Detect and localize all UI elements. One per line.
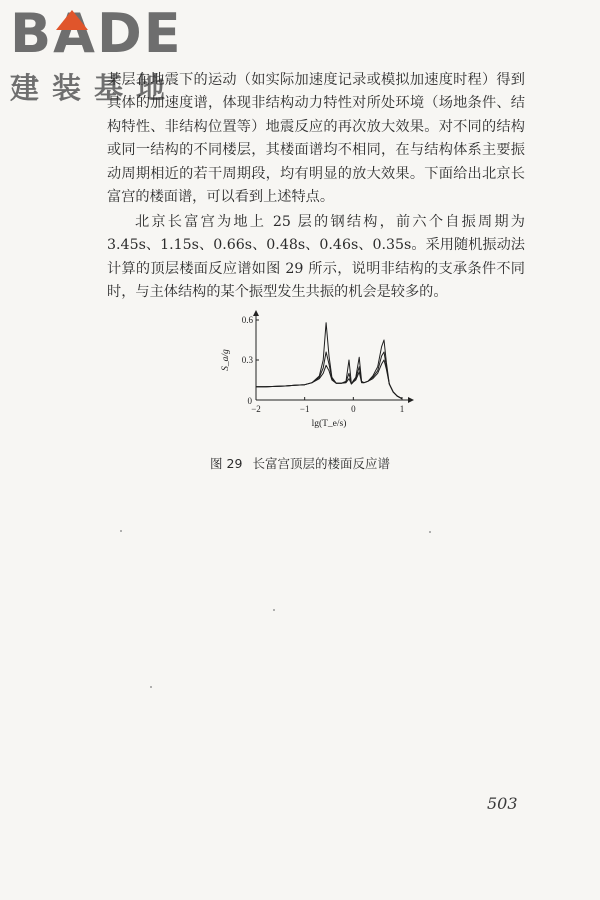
scan-speck — [429, 531, 431, 533]
y-tick-label: 0.6 — [241, 315, 253, 325]
scan-speck — [120, 530, 122, 532]
figure-title: 长富宫顶层的楼面反应谱 — [252, 456, 390, 471]
x-tick-label: −1 — [299, 404, 310, 414]
x-axis-arrow — [408, 397, 414, 403]
logo-subtitle: 建装基地 — [10, 71, 179, 105]
scan-speck — [273, 609, 275, 611]
y-axis-arrow — [253, 310, 259, 316]
x-tick-label: 0 — [351, 404, 356, 414]
floor-response-spectrum-chart — [212, 306, 422, 436]
x-axis-label: lg(T_e/s) — [311, 419, 347, 429]
figure-number: 图 29 — [210, 456, 243, 471]
y-axis-label: S_a/g — [221, 349, 231, 371]
scan-speck — [150, 686, 152, 688]
figure-caption — [0, 454, 600, 472]
logo-wordmark: BADE — [10, 2, 183, 65]
body-paragraph-1: 某层在地震下的运动（如实际加速度记录或模拟加速度时程）得到具体的加速度谱，体现非结构动力特性对所处环境（场地条件、结构特性、非结构位置等）地震反应的再次放大效果。对不同的结构或同一结构的不同楼层，其楼面谱均不相同，在与结构体系主要振动周期相近的若干周期段，均有明显的放大效果。下面给出北京长富宫的楼面谱，可以看到上述特点。 — [107, 72, 525, 206]
origin-label: 0 — [247, 396, 252, 406]
y-tick-label: 0.3 — [241, 355, 253, 365]
page-number: 503 — [487, 794, 518, 813]
body-paragraph-2: 北京长富宫为地上 25 层的钢结构，前六个自振周期为 3.45s、1.15s、0.66s、0.48s、0.46s、0.35s。采用随机振动法计算的顶层楼面反应谱如图 29 所示，说明非结构的支承条件不同时，与主体结构的某个振型发生共振的机会是较多的。 — [107, 214, 525, 301]
x-tick-label: 1 — [399, 404, 405, 414]
x-tick-label: −2 — [251, 404, 261, 414]
logo-triangle-icon — [56, 10, 88, 30]
